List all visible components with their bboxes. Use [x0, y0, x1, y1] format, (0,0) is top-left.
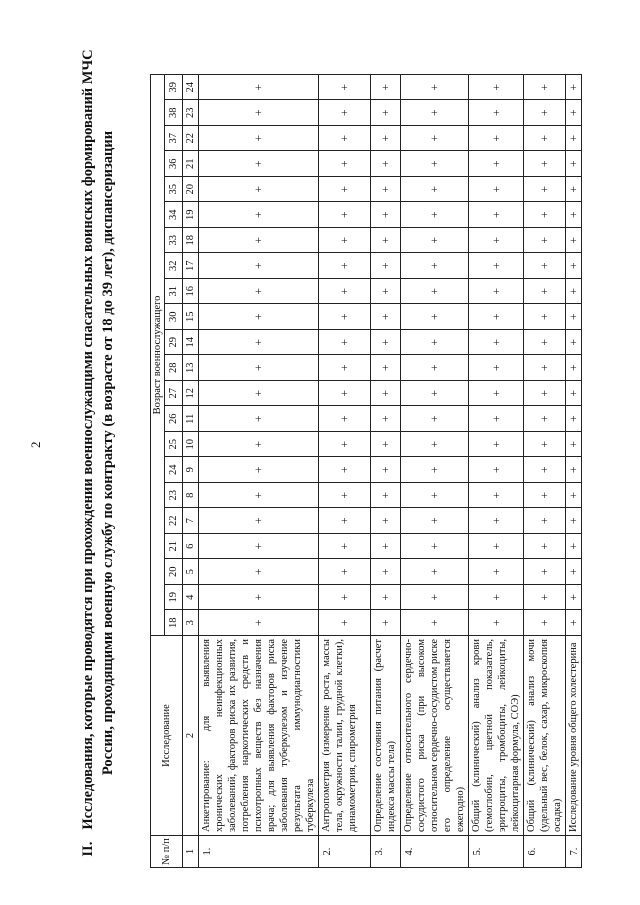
plus-mark: +: [319, 534, 371, 560]
plus-mark: +: [401, 559, 469, 585]
plus-mark: +: [566, 585, 582, 611]
plus-mark: +: [401, 355, 469, 381]
column-number-cell: 15: [183, 304, 199, 330]
plus-mark: +: [199, 330, 319, 356]
plus-mark: +: [566, 177, 582, 203]
column-number-cell: 22: [183, 126, 199, 152]
plus-mark: +: [566, 253, 582, 279]
plus-mark: +: [401, 151, 469, 177]
age-header-cell: 39: [165, 75, 183, 101]
row-number: 3.: [371, 836, 401, 868]
plus-mark: +: [371, 508, 401, 534]
plus-mark: +: [524, 559, 566, 585]
plus-mark: +: [319, 432, 371, 458]
plus-mark: +: [199, 355, 319, 381]
plus-mark: +: [401, 253, 469, 279]
plus-mark: +: [566, 355, 582, 381]
plus-mark: +: [319, 508, 371, 534]
plus-mark: +: [524, 253, 566, 279]
row-study-text: Исследование уровня общего холестерина: [566, 636, 582, 836]
plus-mark: +: [524, 279, 566, 305]
column-number-cell: 8: [183, 483, 199, 509]
age-header-cell: 33: [165, 228, 183, 254]
plus-mark: +: [401, 457, 469, 483]
plus-mark: +: [319, 151, 371, 177]
plus-mark: +: [401, 585, 469, 611]
row-number: 6.: [524, 836, 566, 868]
column-number-cell: 14: [183, 330, 199, 356]
plus-mark: +: [199, 253, 319, 279]
age-header-cell: 27: [165, 381, 183, 407]
column-number-cell: 12: [183, 381, 199, 407]
plus-mark: +: [199, 228, 319, 254]
plus-mark: +: [319, 304, 371, 330]
plus-mark: +: [371, 75, 401, 101]
plus-mark: +: [469, 100, 524, 126]
plus-mark: +: [371, 100, 401, 126]
plus-mark: +: [199, 126, 319, 152]
plus-mark: +: [566, 202, 582, 228]
column-number-cell: 20: [183, 177, 199, 203]
plus-mark: +: [199, 483, 319, 509]
plus-mark: +: [524, 406, 566, 432]
plus-mark: +: [401, 330, 469, 356]
plus-mark: +: [371, 177, 401, 203]
plus-mark: +: [319, 585, 371, 611]
plus-mark: +: [371, 304, 401, 330]
plus-mark: +: [524, 202, 566, 228]
plus-mark: +: [469, 228, 524, 254]
plus-mark: +: [566, 559, 582, 585]
plus-mark: +: [566, 406, 582, 432]
plus-mark: +: [199, 151, 319, 177]
plus-mark: +: [319, 126, 371, 152]
plus-mark: +: [469, 457, 524, 483]
plus-mark: +: [319, 330, 371, 356]
plus-mark: +: [524, 355, 566, 381]
plus-mark: +: [199, 202, 319, 228]
plus-mark: +: [566, 100, 582, 126]
plus-mark: +: [469, 151, 524, 177]
plus-mark: +: [524, 228, 566, 254]
plus-mark: +: [401, 406, 469, 432]
plus-mark: +: [319, 355, 371, 381]
plus-mark: +: [199, 100, 319, 126]
plus-mark: +: [319, 253, 371, 279]
row-study-text: Антропометрия (измерение роста, массы тела, окружности талии, грудной клетки), динамометрия, спирометрия: [319, 636, 371, 836]
plus-mark: +: [566, 126, 582, 152]
plus-mark: +: [199, 610, 319, 636]
column-number-cell: 2: [183, 636, 199, 836]
row-study-text: Определение относительного сердечно-сосудистого риска (при высоком относительном сердечно-сосудистом риске его определение осуществляется ежегодно): [401, 636, 469, 836]
plus-mark: +: [469, 585, 524, 611]
table-row: [524, 75, 566, 868]
section-heading: [78, 28, 118, 878]
age-header-cell: 35: [165, 177, 183, 203]
plus-mark: +: [199, 534, 319, 560]
plus-mark: +: [524, 151, 566, 177]
plus-mark: +: [566, 228, 582, 254]
age-header-cell: 24: [165, 457, 183, 483]
section-number: II.: [80, 841, 96, 857]
age-header-cell: 37: [165, 126, 183, 152]
plus-mark: +: [319, 75, 371, 101]
age-header-cell: 21: [165, 534, 183, 560]
plus-mark: +: [371, 483, 401, 509]
plus-mark: +: [566, 432, 582, 458]
plus-mark: +: [371, 228, 401, 254]
column-number-cell: 7: [183, 508, 199, 534]
row-study-text: Общий (клинический) анализ крови (гемоглобин, цветной показатель, эритроциты, тромбоциты, лейкоциты, лейкоцитарная формула, СОЭ): [469, 636, 524, 836]
plus-mark: +: [371, 610, 401, 636]
plus-mark: +: [401, 508, 469, 534]
plus-mark: +: [469, 508, 524, 534]
row-number: 7.: [566, 836, 582, 868]
plus-mark: +: [524, 304, 566, 330]
age-header-cell: 20: [165, 559, 183, 585]
plus-mark: +: [401, 534, 469, 560]
table-row: [566, 75, 582, 868]
plus-mark: +: [199, 304, 319, 330]
plus-mark: +: [401, 202, 469, 228]
plus-mark: +: [469, 126, 524, 152]
column-number-cell: 19: [183, 202, 199, 228]
age-header-cell: 34: [165, 202, 183, 228]
plus-mark: +: [199, 279, 319, 305]
plus-mark: +: [524, 100, 566, 126]
plus-mark: +: [566, 279, 582, 305]
examination-table: [150, 74, 582, 868]
col-header-study: Исследование: [151, 636, 183, 836]
plus-mark: +: [371, 126, 401, 152]
column-number-cell: 5: [183, 559, 199, 585]
plus-mark: +: [469, 253, 524, 279]
plus-mark: +: [469, 202, 524, 228]
plus-mark: +: [401, 483, 469, 509]
plus-mark: +: [199, 177, 319, 203]
table-row: [401, 75, 469, 868]
plus-mark: +: [319, 610, 371, 636]
plus-mark: +: [524, 177, 566, 203]
plus-mark: +: [566, 534, 582, 560]
plus-mark: +: [401, 304, 469, 330]
column-number-cell: 3: [183, 610, 199, 636]
row-number: 4.: [401, 836, 469, 868]
table-row: [371, 75, 401, 868]
plus-mark: +: [566, 304, 582, 330]
plus-mark: +: [199, 457, 319, 483]
plus-mark: +: [524, 75, 566, 101]
plus-mark: +: [371, 534, 401, 560]
plus-mark: +: [469, 432, 524, 458]
age-header-cell: 19: [165, 585, 183, 611]
plus-mark: +: [371, 457, 401, 483]
column-number-cell: 11: [183, 406, 199, 432]
plus-mark: +: [566, 75, 582, 101]
plus-mark: +: [319, 279, 371, 305]
plus-mark: +: [469, 330, 524, 356]
page-number: 2: [28, 441, 43, 448]
plus-mark: +: [199, 508, 319, 534]
plus-mark: +: [401, 432, 469, 458]
age-header-cell: 36: [165, 151, 183, 177]
section-title: Исследования, которые проводятся при прохождении военнослужащими спасательных воинских формирований МЧС России, проходящими военную службу по контракту (в возрасте от 18 до 39 лет), диспансеризации: [80, 49, 116, 830]
plus-mark: +: [524, 126, 566, 152]
plus-mark: +: [524, 330, 566, 356]
plus-mark: +: [371, 432, 401, 458]
rotated-content: [78, 28, 613, 878]
plus-mark: +: [566, 610, 582, 636]
plus-mark: +: [401, 100, 469, 126]
age-header-cell: 29: [165, 330, 183, 356]
table-row: [319, 75, 371, 868]
age-header-cell: 30: [165, 304, 183, 330]
row-study-text: Общий (клинический) анализ мочи (удельный вес, белок, сахар, микроскопия осадка): [524, 636, 566, 836]
column-number-cell: 1: [183, 836, 199, 868]
row-study-text: Анкетирование: для выявления хронических неинфекционных заболеваний, факторов риска их развития, потребления наркотических средств и психотропных веществ без назначения врача; для выявления факторов риска заболевания туберкулезом и изучение результата иммунодиагностики туберкулеза: [199, 636, 319, 836]
age-header-cell: 25: [165, 432, 183, 458]
plus-mark: +: [469, 304, 524, 330]
plus-mark: +: [371, 406, 401, 432]
plus-mark: +: [401, 126, 469, 152]
plus-mark: +: [371, 355, 401, 381]
age-header-cell: 22: [165, 508, 183, 534]
plus-mark: +: [401, 75, 469, 101]
plus-mark: +: [469, 279, 524, 305]
plus-mark: +: [199, 381, 319, 407]
plus-mark: +: [401, 610, 469, 636]
plus-mark: +: [524, 483, 566, 509]
plus-mark: +: [469, 534, 524, 560]
plus-mark: +: [371, 330, 401, 356]
plus-mark: +: [566, 330, 582, 356]
plus-mark: +: [319, 100, 371, 126]
row-number: 2.: [319, 836, 371, 868]
column-number-cell: 10: [183, 432, 199, 458]
plus-mark: +: [566, 483, 582, 509]
row-study-text: Определение состояния питания (расчет индекса массы тела): [371, 636, 401, 836]
column-number-cell: 13: [183, 355, 199, 381]
plus-mark: +: [371, 151, 401, 177]
column-number-cell: 18: [183, 228, 199, 254]
plus-mark: +: [319, 228, 371, 254]
plus-mark: +: [199, 585, 319, 611]
plus-mark: +: [371, 279, 401, 305]
plus-mark: +: [371, 559, 401, 585]
col-header-age-group: Возраст военнослужащего: [151, 75, 165, 636]
plus-mark: +: [371, 202, 401, 228]
plus-mark: +: [401, 228, 469, 254]
age-header-cell: 38: [165, 100, 183, 126]
plus-mark: +: [524, 432, 566, 458]
plus-mark: +: [469, 75, 524, 101]
plus-mark: +: [469, 355, 524, 381]
plus-mark: +: [319, 381, 371, 407]
plus-mark: +: [401, 177, 469, 203]
plus-mark: +: [371, 585, 401, 611]
plus-mark: +: [469, 406, 524, 432]
column-number-cell: 6: [183, 534, 199, 560]
age-header-cell: 31: [165, 279, 183, 305]
plus-mark: +: [524, 610, 566, 636]
column-number-cell: 17: [183, 253, 199, 279]
plus-mark: +: [524, 457, 566, 483]
plus-mark: +: [199, 559, 319, 585]
column-number-cell: 21: [183, 151, 199, 177]
plus-mark: +: [199, 432, 319, 458]
plus-mark: +: [566, 508, 582, 534]
column-number-cell: 4: [183, 585, 199, 611]
age-header-cell: 32: [165, 253, 183, 279]
plus-mark: +: [401, 381, 469, 407]
plus-mark: +: [566, 151, 582, 177]
plus-mark: +: [319, 177, 371, 203]
age-header-cell: 18: [165, 610, 183, 636]
plus-mark: +: [199, 406, 319, 432]
table-row: [469, 75, 524, 868]
plus-mark: +: [524, 381, 566, 407]
column-number-cell: 24: [183, 75, 199, 101]
plus-mark: +: [469, 177, 524, 203]
plus-mark: +: [469, 483, 524, 509]
plus-mark: +: [524, 508, 566, 534]
column-number-cell: 9: [183, 457, 199, 483]
plus-mark: +: [319, 559, 371, 585]
plus-mark: +: [199, 75, 319, 101]
plus-mark: +: [469, 559, 524, 585]
plus-mark: +: [524, 585, 566, 611]
age-header-cell: 28: [165, 355, 183, 381]
plus-mark: +: [319, 406, 371, 432]
table-row: [199, 75, 319, 868]
plus-mark: +: [469, 381, 524, 407]
column-number-cell: 23: [183, 100, 199, 126]
age-header-cell: 23: [165, 483, 183, 509]
plus-mark: +: [524, 534, 566, 560]
col-header-number: № п/п: [151, 836, 183, 868]
plus-mark: +: [319, 457, 371, 483]
column-number-cell: 16: [183, 279, 199, 305]
row-number: 5.: [469, 836, 524, 868]
plus-mark: +: [469, 610, 524, 636]
plus-mark: +: [566, 381, 582, 407]
plus-mark: +: [319, 202, 371, 228]
row-number: 1.: [199, 836, 319, 868]
plus-mark: +: [566, 457, 582, 483]
age-header-cell: 26: [165, 406, 183, 432]
plus-mark: +: [371, 253, 401, 279]
plus-mark: +: [371, 381, 401, 407]
plus-mark: +: [319, 483, 371, 509]
plus-mark: +: [401, 279, 469, 305]
